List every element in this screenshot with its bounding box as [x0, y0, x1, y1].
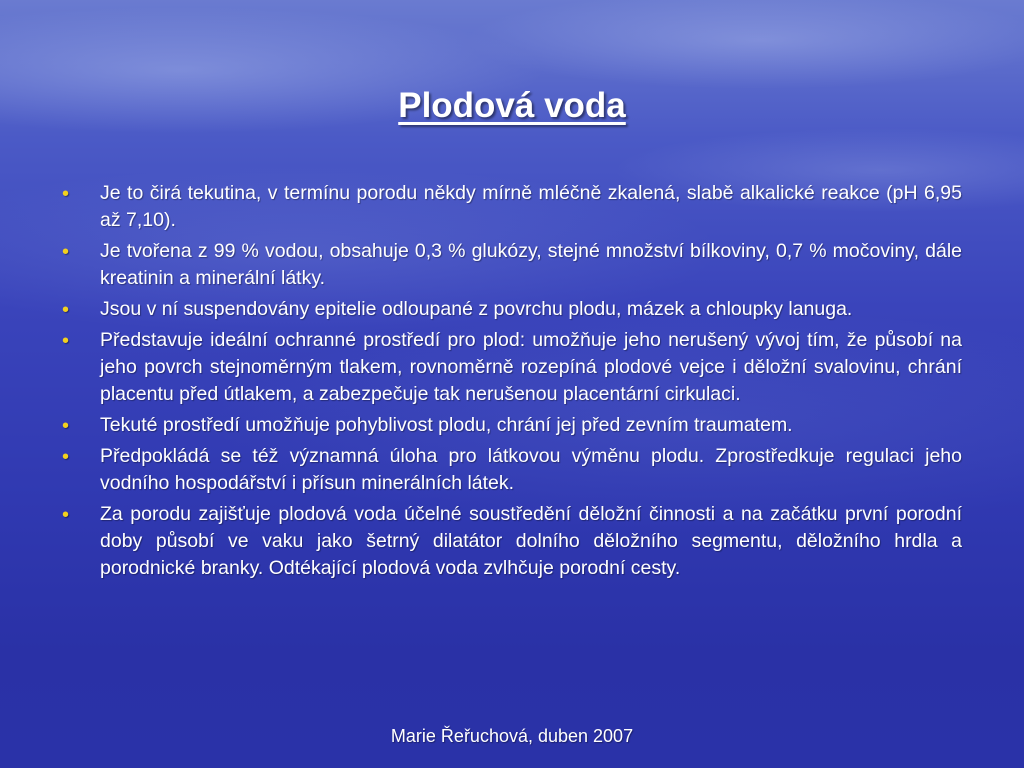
bullet-list — [58, 180, 962, 586]
bullet-icon: • — [62, 330, 70, 352]
bullet-icon: • — [62, 504, 70, 526]
list-item — [58, 238, 962, 292]
list-item — [58, 443, 962, 497]
bullet-text: Je to čirá tekutina, v termínu porodu někdy mírně mléčně zkalená, slabě alkalické reakce (pH 6,95 až 7,10). — [100, 182, 962, 231]
bullet-icon: • — [62, 183, 70, 205]
bullet-icon: • — [62, 241, 70, 263]
list-item — [58, 296, 962, 323]
bullet-text: Je tvořena z 99 % vodou, obsahuje 0,3 % glukózy, stejné množství bílkoviny, 0,7 % močoviny, dále kreatinin a minerální látky. — [100, 240, 962, 289]
list-item — [58, 412, 962, 439]
list-item — [58, 327, 962, 408]
bullet-icon: • — [62, 446, 70, 468]
bullet-text: Jsou v ní suspendovány epitelie odloupané z povrchu plodu, mázek a chloupky lanuga. — [100, 298, 853, 320]
slide-title: Plodová voda — [398, 86, 626, 125]
bullet-text: Tekuté prostředí umožňuje pohyblivost plodu, chrání jej před zevním traumatem. — [100, 414, 793, 436]
bullet-icon: • — [62, 299, 70, 321]
bullet-icon: • — [62, 415, 70, 437]
bullet-text: Představuje ideální ochranné prostředí pro plod: umožňuje jeho nerušený vývoj tím, že působí na jeho povrch stejnoměrným tlakem, rovnoměrně rozepíná plodové vejce i děložní svalovinu, chrání placentu před útlakem, a zabezpečuje tak nerušenou placentární cirkulaci. — [100, 329, 962, 405]
list-item — [58, 180, 962, 234]
bullet-text: Předpokládá se též významná úloha pro látkovou výměnu plodu. Zprostředkuje regulaci jeho vodního hospodářství i přísun minerálních látek. — [100, 445, 962, 494]
bullet-text: Za porodu zajišťuje plodová voda účelné soustředění děložní činnosti a na začátku první porodní doby působí ve vaku jako šetrný dilatátor dolního děložního segmentu, děložního hrdla a porodnické branky. Odtékající plodová voda zvlhčuje porodní cesty. — [100, 503, 962, 579]
slide-footer: Marie Řeřuchová, duben 2007 — [390, 726, 634, 746]
list-item — [58, 501, 962, 582]
